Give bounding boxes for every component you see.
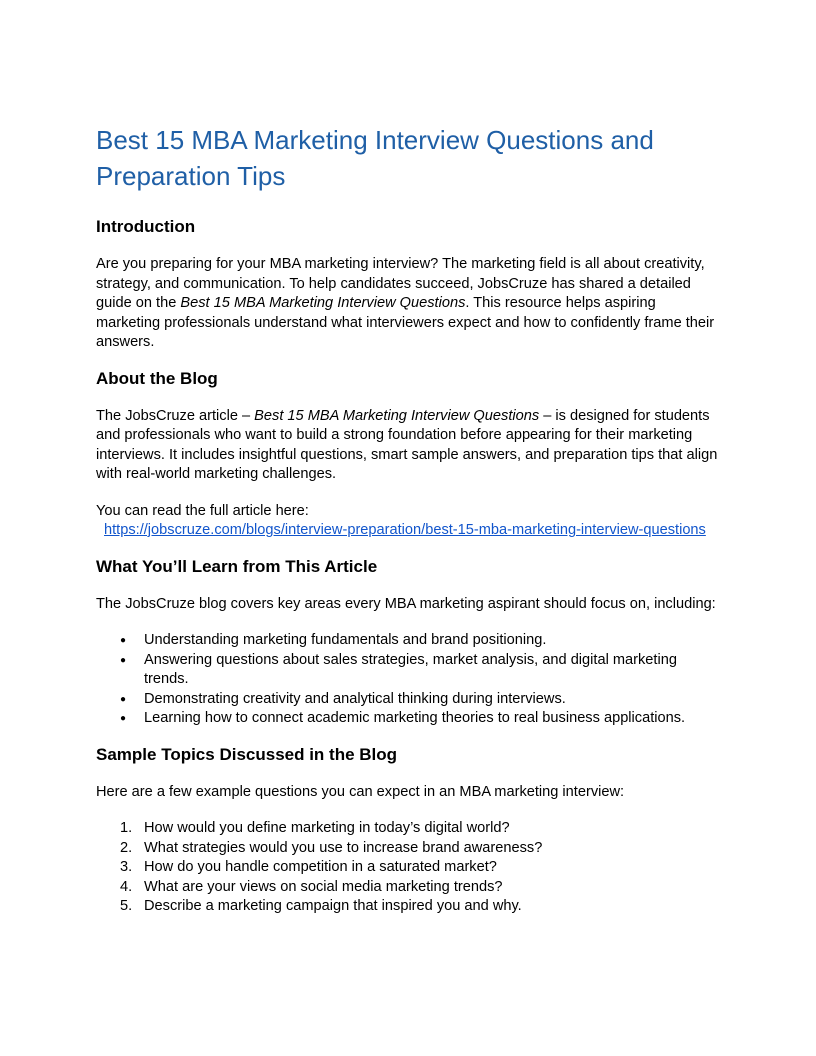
list-number: 2. xyxy=(120,839,133,856)
list-item xyxy=(120,819,720,839)
list-item-text: What strategies would you use to increase brand awareness? xyxy=(144,839,543,856)
list-item-text: How would you define marketing in today’s digital world? xyxy=(144,820,510,836)
about-text-before: The JobsCruze article – xyxy=(96,407,255,424)
list-number: 1. xyxy=(120,820,133,836)
list-item xyxy=(120,858,720,878)
list-number: 5. xyxy=(120,898,133,914)
list-item: ● Learning how to connect academic marketing theories to real business applications. xyxy=(144,709,720,729)
page-title: Best 15 MBA Marketing Interview Questions and Preparation Tips xyxy=(96,125,654,191)
about-article-title: Best 15 MBA Marketing Interview Questions xyxy=(254,407,540,424)
list-item: ● Understanding marketing fundamentals and brand positioning. xyxy=(144,631,720,651)
topics-list xyxy=(96,819,720,917)
about-paragraph xyxy=(96,407,720,485)
list-item-text: What are your views on social media marketing trends? xyxy=(144,878,503,895)
learn-heading: What You’ll Learn from This Article xyxy=(96,556,378,576)
read-more-label: You can read the full article here: xyxy=(96,502,309,519)
list-item: ● Demonstrating creativity and analytical thinking during interviews. xyxy=(144,690,720,710)
introduction-article-title: Best 15 MBA Marketing Interview Questions xyxy=(180,295,466,311)
read-more-paragraph xyxy=(96,502,720,541)
learn-intro: The JobsCruze blog covers key areas every MBA marketing aspirant should focus on, including: xyxy=(96,595,716,612)
learn-list xyxy=(96,631,720,729)
list-number: 3. xyxy=(120,859,133,875)
about-text-after: – is designed for students and professionals who want to build a strong foundation before appearing for their marketing interviews. It includes insightful questions, smart sample answers, and preparation tips that align with real-world marketing challenges. xyxy=(96,407,718,482)
topics-heading: Sample Topics Discussed in the Blog xyxy=(96,744,398,764)
introduction-paragraph xyxy=(96,255,720,353)
article-link[interactable]: https://jobscruze.com/blogs/interview-preparation/best-15-mba-marketing-interview-questions xyxy=(104,522,706,538)
list-item xyxy=(120,878,720,898)
topics-intro: Here are a few example questions you can expect in an MBA marketing interview: xyxy=(96,783,625,800)
about-heading: About the Blog xyxy=(96,368,218,388)
list-item-text: Describe a marketing campaign that inspired you and why. xyxy=(144,898,522,914)
introduction-text-before: Are you preparing for your MBA marketing interview? The marketing field is all about creativity, strategy, and communication. To help candidates succeed, JobsCruze has shared a detailed guide on the xyxy=(96,256,705,311)
introduction-heading: Introduction xyxy=(96,217,196,236)
list-item: ● Answering questions about sales strategies, market analysis, and digital marketing trends. xyxy=(144,651,720,690)
list-item xyxy=(120,839,720,859)
list-item-text: How do you handle competition in a saturated market? xyxy=(144,859,497,875)
list-item xyxy=(120,897,720,917)
introduction-text-after: . This resource helps aspiring marketing professionals understand what interviewers expect and how to confidently frame their answers. xyxy=(96,295,715,350)
list-number: 4. xyxy=(120,878,133,895)
